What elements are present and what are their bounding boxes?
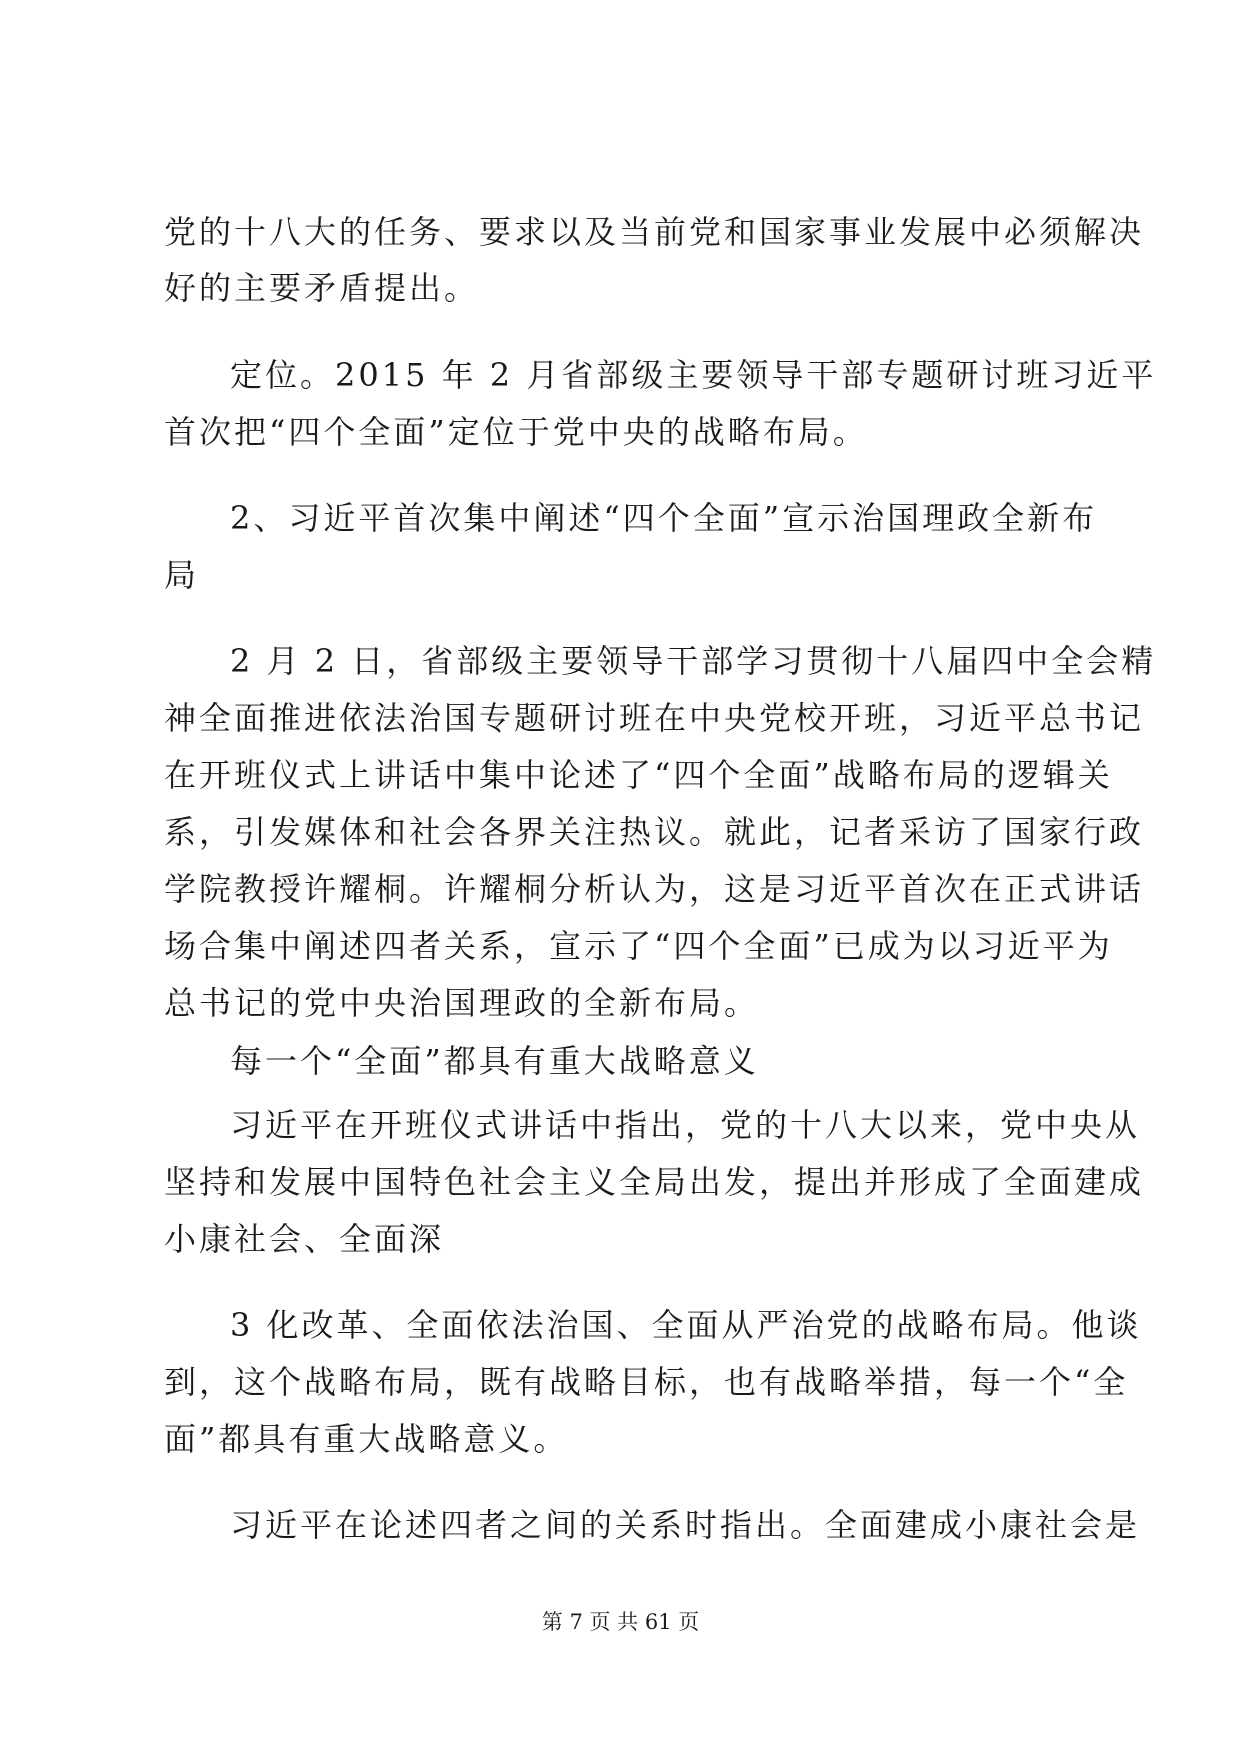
text-line: 神全面推进依法治国专题研讨班在中央党校开班，习近平总书记 bbox=[164, 699, 1145, 737]
text-line: 系，引发媒体和社会各界关注热议。就此，记者采访了国家行政 bbox=[164, 813, 1145, 851]
text-line: 学院教授许耀桐。许耀桐分析认为，这是习近平首次在正式讲话 bbox=[164, 870, 1145, 908]
text-line: 场合集中阐述四者关系，宣示了“四个全面”已成为以习近平为 bbox=[164, 927, 1113, 965]
text-line: 到，这个战略布局，既有战略目标，也有战略举措，每一个“全 bbox=[164, 1363, 1129, 1401]
text-line: 好的主要矛盾提出。 bbox=[164, 269, 480, 307]
subheading-line: 每一个“全面”都具有重大战略意义 bbox=[230, 1042, 759, 1080]
paragraph-first-line: 3 化改革、全面依法治国、全面从严治党的战略布局。他谈 bbox=[230, 1306, 1142, 1344]
text-line: 总书记的党中央治国理政的全新布局。 bbox=[164, 984, 760, 1022]
text-line: 坚持和发展中国特色社会主义全局出发，提出并形成了全面建成 bbox=[164, 1163, 1145, 1201]
text-line: 面”都具有重大战略意义。 bbox=[164, 1420, 569, 1458]
paragraph-first-line: 习近平在论述四者之间的关系时指出。全面建成小康社会是 bbox=[230, 1506, 1141, 1544]
paragraph-first-line: 定位。2015 年 2 月省部级主要领导干部专题研讨班习近平 bbox=[230, 356, 1157, 394]
paragraph-first-line: 2 月 2 日，省部级主要领导干部学习贯彻十八届四中全会精 bbox=[230, 642, 1157, 680]
section-heading-line: 局 bbox=[164, 556, 200, 594]
section-heading-line: 2、习近平首次集中阐述“四个全面”宣示治国理政全新布 bbox=[230, 499, 1098, 537]
paragraph-first-line: 习近平在开班仪式讲话中指出，党的十八大以来，党中央从 bbox=[230, 1106, 1141, 1144]
text-line: 在开班仪式上讲话中集中论述了“四个全面”战略布局的逻辑关 bbox=[164, 756, 1113, 794]
text-line: 小康社会、全面深 bbox=[164, 1220, 445, 1258]
text-line: 党的十八大的任务、要求以及当前党和国家事业发展中必须解决 bbox=[164, 213, 1145, 251]
text-line: 首次把“四个全面”定位于党中央的战略布局。 bbox=[164, 413, 868, 451]
page-number-footer: 第 7 页 共 61 页 bbox=[541, 1610, 700, 1634]
